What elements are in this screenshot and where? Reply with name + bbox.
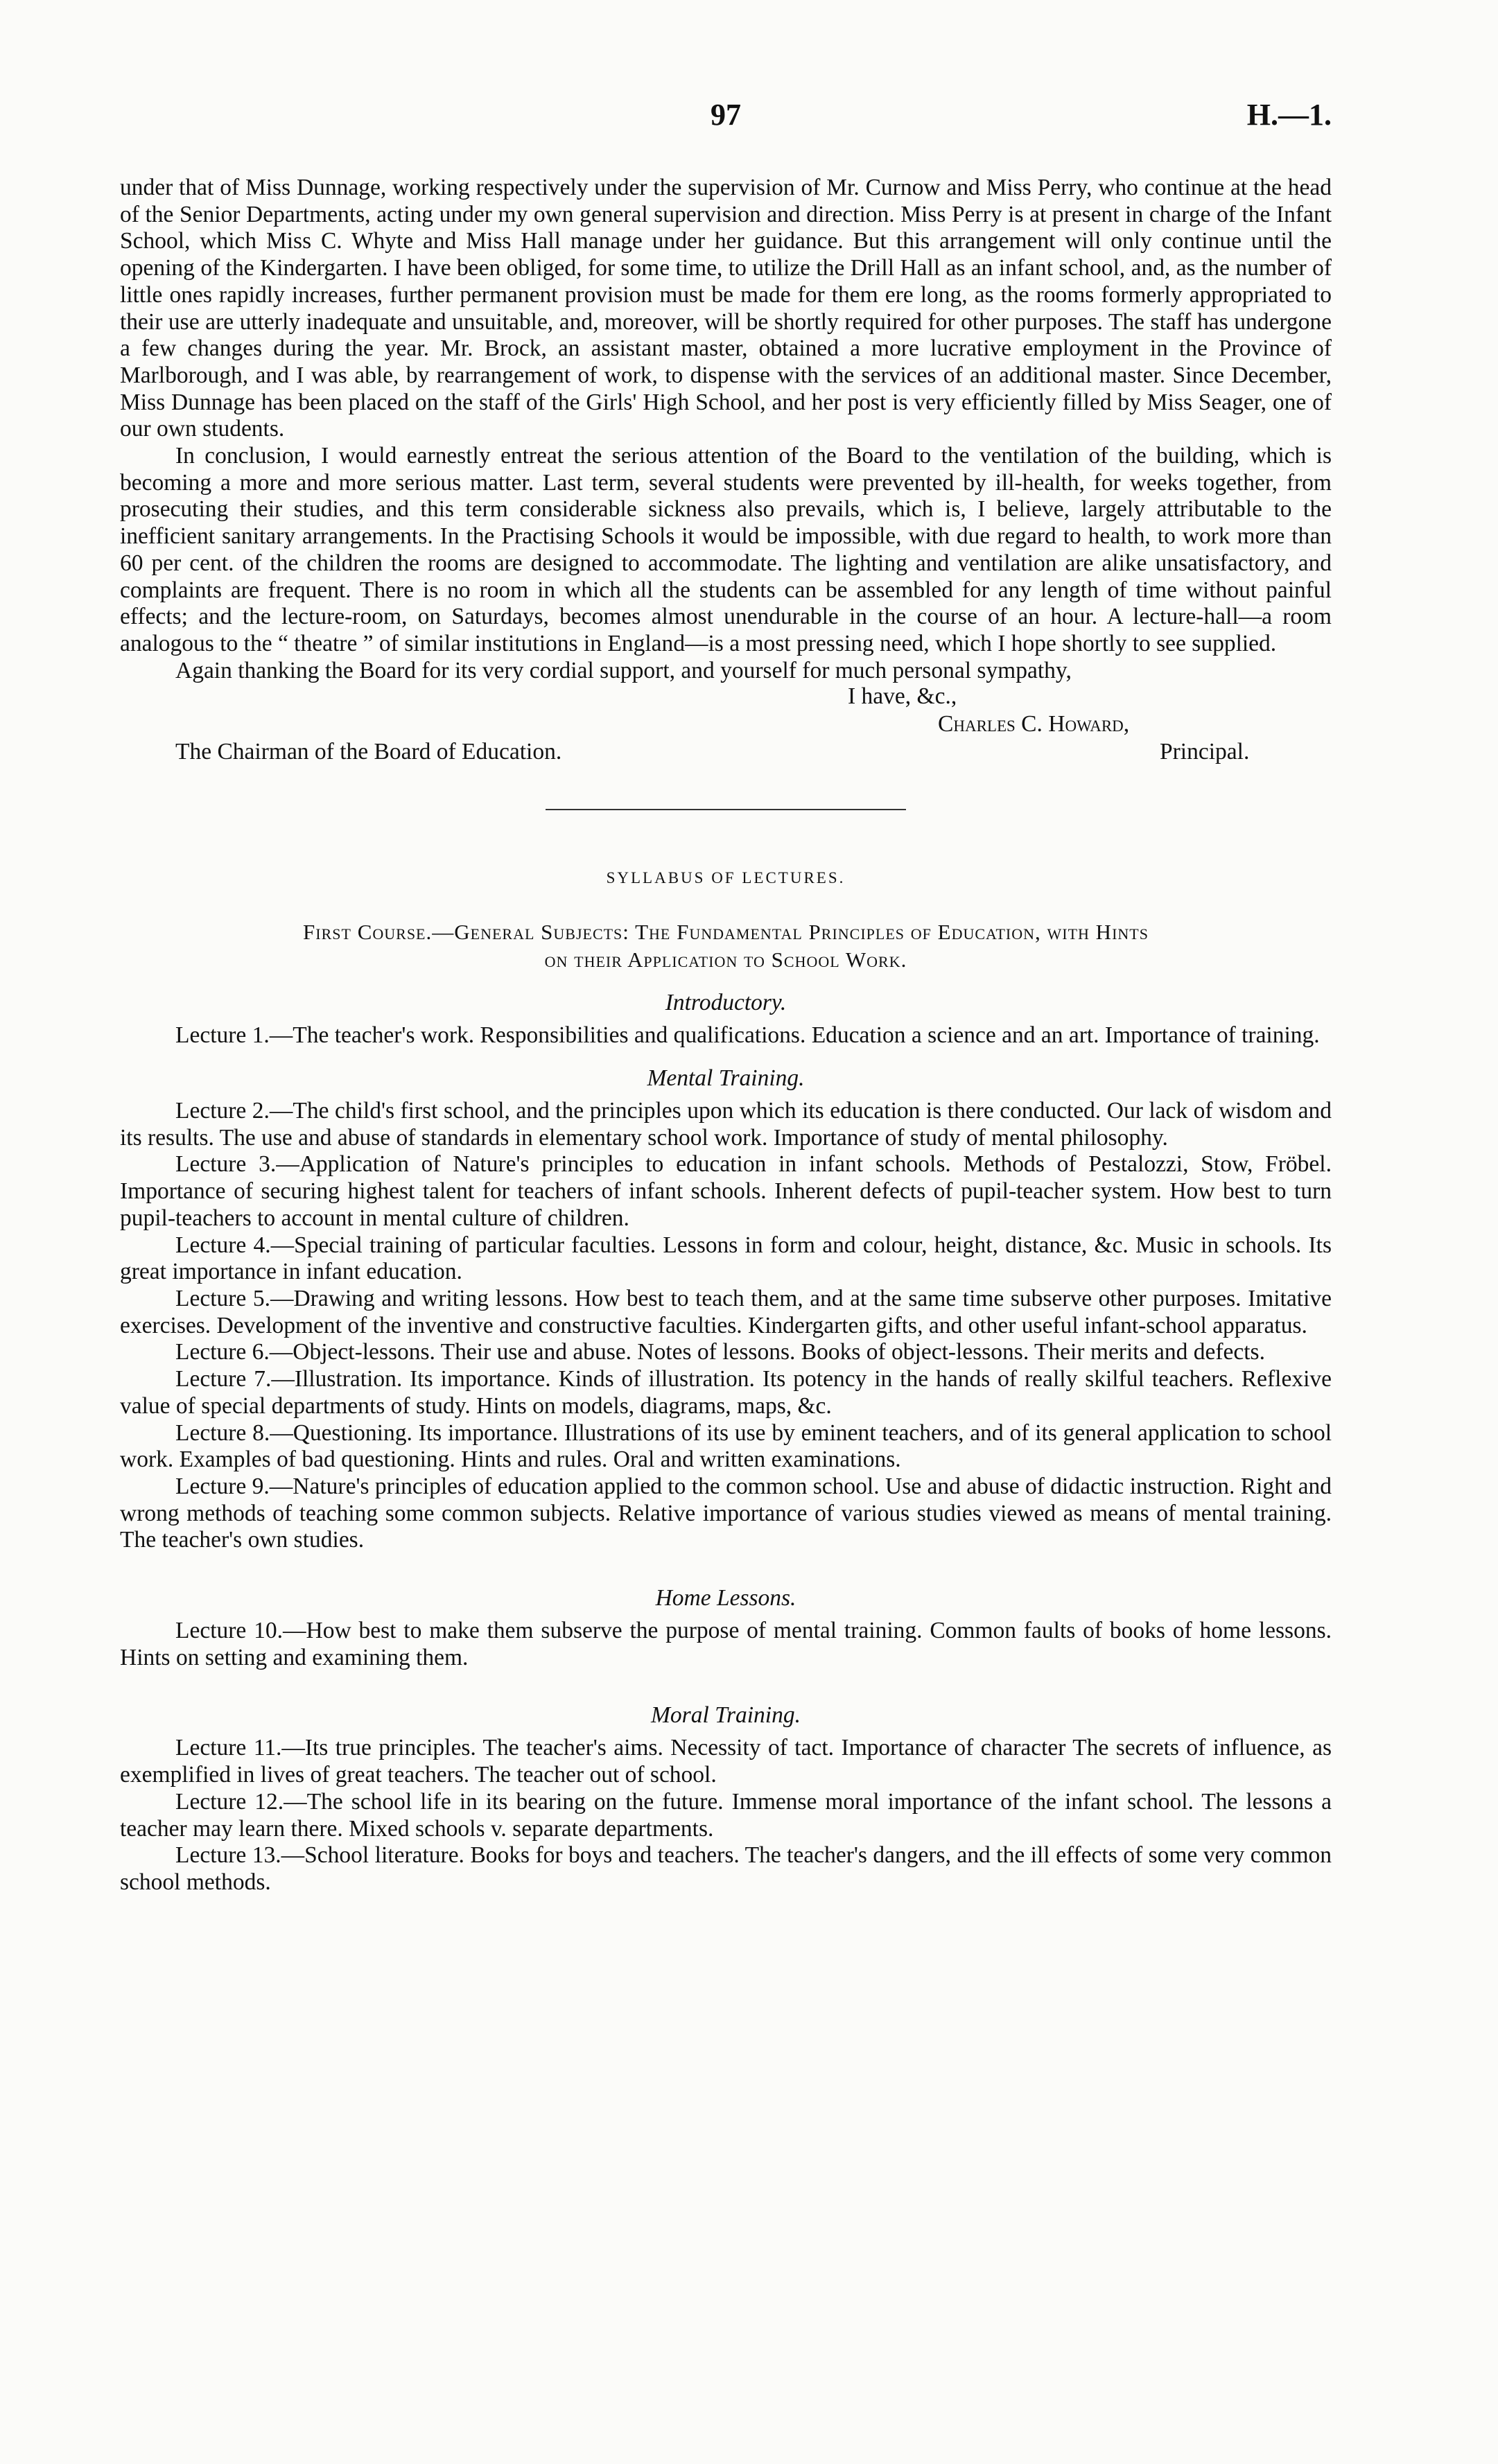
course-title-line: First Course.—General Subjects: The Fundamental Principles of Education, with Hints	[303, 920, 1149, 945]
section-divider	[546, 809, 906, 810]
lecture-item: Lecture 11.—Its true principles. The teacher's aims. Necessity of tact. Importance of character The secrets of influence, as exemplified in lives of great teachers. The teacher out of school.	[120, 1735, 1332, 1788]
lecture-item: Lecture 2.—The child's first school, and the principles upon which its education is there conducted. Our lack of wisdom and its results. The use and abuse of standards in elementary school work. Importance of study of mental philosophy.	[120, 1098, 1332, 1151]
section-heading: Home Lessons.	[655, 1585, 796, 1611]
addressee: The Chairman of the Board of Education.	[175, 739, 562, 765]
section-moral-training	[120, 1702, 1332, 1896]
lecture-item: Lecture 9.—Nature's principles of education applied to the common school. Use and abuse of didactic instruction. Right and wrong methods of teaching some common subjects. Relative importance of various studies viewed as means of mental training. The teacher's own studies.	[120, 1473, 1332, 1553]
report-paragraph: Again thanking the Board for its very cordial support, and yourself for much personal sympathy,	[175, 657, 1072, 683]
section-home-lessons	[120, 1584, 1332, 1671]
syllabus-heading: SYLLABUS OF LECTURES.	[606, 869, 846, 887]
lecture-item: Lecture 1.—The teacher's work. Responsibilities and qualifications. Education a science and an art. Importance of training.	[175, 1022, 1320, 1049]
lecture-item: Lecture 3.—Application of Nature's principles to education in infant schools. Methods of Pestalozzi, Stow, Fröbel. Importance of securing highest talent for teachers of infant schools. Inherent defects of pupil-teacher system. How best to turn pupil-teachers to account in mental culture of children.	[120, 1151, 1332, 1231]
section-heading: Mental Training.	[647, 1065, 805, 1092]
signature-name: Charles C. Howard,	[938, 711, 1130, 737]
course-title-line: on their Application to School Work.	[544, 947, 907, 972]
signature-block	[120, 684, 1332, 767]
lecture-item: Lecture 5.—Drawing and writing lessons. How best to teach them, and at the same time subserve other purposes. Imitative exercises. Development of the inventive and constructive faculties. Kindergarten gifts, and other useful infant-school apparatus.	[120, 1285, 1332, 1338]
document-reference: H.—1.	[1246, 98, 1332, 132]
lecture-item: Lecture 13.—School literature. Books for boys and teachers. The teacher's dangers, and the ill effects of some very common school methods.	[120, 1842, 1332, 1895]
section-introductory	[120, 989, 1332, 1049]
signature-title: Principal.	[1160, 739, 1250, 765]
lecture-item: Lecture 4.—Special training of particular faculties. Lessons in form and colour, height, distance, &c. Music in schools. Its great importance in infant education.	[120, 1232, 1332, 1285]
document-page	[120, 0, 1332, 1896]
section-heading: Moral Training.	[651, 1702, 801, 1729]
lecture-item: Lecture 6.—Object-lessons. Their use and abuse. Notes of lessons. Books of object-lessons. Their merits and defects.	[175, 1339, 1265, 1365]
closing: I have, &c.,	[848, 683, 957, 710]
lecture-item: Lecture 7.—Illustration. Its importance. Kinds of illustration. Its potency in the hands of really skilful teachers. Reflexive value of special departments of study. Hints on models, diagrams, maps, &c.	[120, 1366, 1332, 1419]
lecture-item: Lecture 10.—How best to make them subserve the purpose of mental training. Common faults of books of home lessons. Hints on setting and examining them.	[120, 1618, 1332, 1670]
section-mental-training	[120, 1065, 1332, 1554]
section-heading: Introductory.	[665, 990, 787, 1016]
course-title	[120, 918, 1332, 974]
page-number: 97	[711, 98, 741, 132]
lecture-item: Lecture 12.—The school life in its bearing on the future. Immense moral importance of the infant school. The lessons a teacher may learn there. Mixed schools v. separate departments.	[120, 1788, 1332, 1842]
page-header	[120, 0, 1332, 139]
report-paragraph: In conclusion, I would earnestly entreat the serious attention of the Board to the ventilation of the building, which is becoming a more and more serious matter. Last term, several students were prevented by ill-health, for weeks together, from prosecuting their studies, and this term considerable sickness also prevails, which is, I believe, largely attributable to the inefficient sanitary arrangements. In the Practising Schools it would be impossible, with due regard to health, to work more than 60 per cent. of the children the rooms are designed to accommodate. The lighting and ventilation are alike unsatisfactory, and complaints are frequent. There is no room in which all the students can be assembled for any length of time without painful effects; and the lecture-room, on Saturdays, becomes almost unendurable in the course of an hour. A lecture-hall—a room analogous to the “ theatre ” of similar institutions in England—is a most pressing need, which I hope shortly to see supplied.	[120, 443, 1332, 656]
report-text	[120, 175, 1332, 684]
lecture-item: Lecture 8.—Questioning. Its importance. Illustrations of its use by eminent teachers, and of its general application to school work. Examples of bad questioning. Hints and rules. Oral and written examinations.	[120, 1419, 1332, 1473]
report-paragraph: under that of Miss Dunnage, working respectively under the supervision of Mr. Curnow and Miss Perry, who continue at the head of the Senior Departments, acting under my own general supervision and direction. Miss Perry is at present in charge of the Infant School, which Miss C. Whyte and Miss Hall manage under her guidance. But this arrangement will only continue until the opening of the Kindergarten. I have been obliged, for some time, to utilize the Drill Hall as an infant school, and, as the number of little ones rapidly increases, further permanent provision must be made for them ere long, as the rooms formerly appropriated to their use are utterly inadequate and unsuitable, and, moreover, will be shortly required for other purposes. The staff has undergone a few changes during the year. Mr. Brock, an assistant master, obtained a more lucrative employment in the Province of Marlborough, and I was able, by rearrangement of work, to dispense with the services of an additional master. Since December, Miss Dunnage has been placed on the staff of the Girls' High School, and her post is very efficiently filled by Miss Seager, one of our own students.	[120, 175, 1332, 442]
